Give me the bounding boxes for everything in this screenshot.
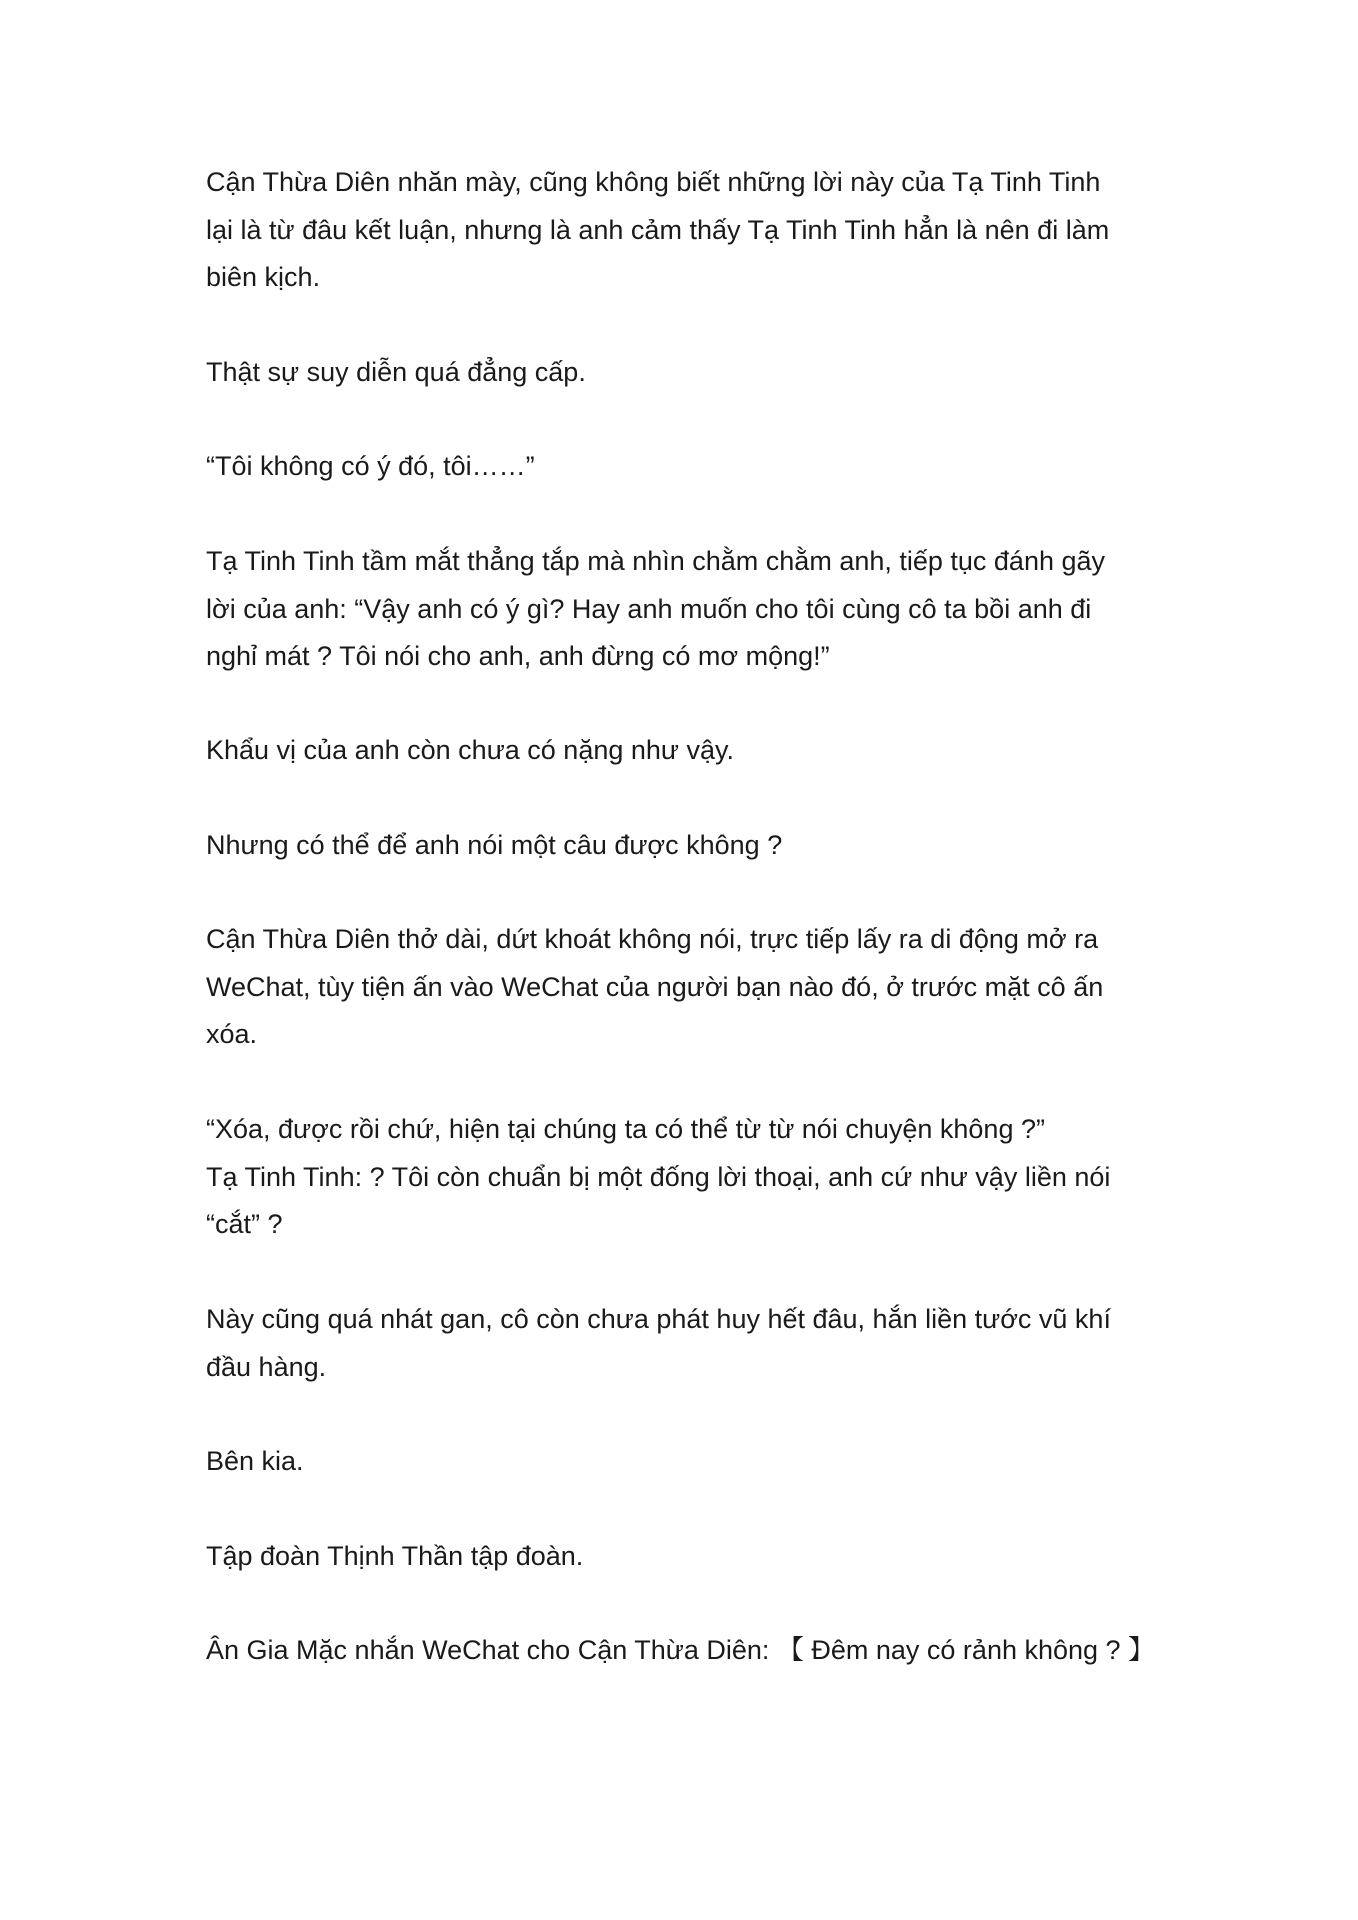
text-line: Ân Gia Mặc nhắn WeChat cho Cận Thừa Diên: 【 Đêm nay có rảnh không ? 】 <box>206 1635 1156 1665</box>
paragraph-9 <box>206 1296 1206 1391</box>
text-line: “Tôi không có ý đó, tôi……” <box>206 451 535 481</box>
text-line: Tạ Tinh Tinh tầm mắt thẳng tắp mà nhìn chằm chằm anh, tiếp tục đánh gãy <box>206 546 1106 576</box>
text-line: Tập đoàn Thịnh Thần tập đoàn. <box>206 1541 584 1571</box>
paragraph-5 <box>206 727 1206 775</box>
text-line: Cận Thừa Diên nhăn mày, cũng không biết những lời này của Tạ Tinh Tinh <box>206 167 1101 197</box>
text-line: nghỉ mát ? Tôi nói cho anh, anh đừng có mơ mộng!” <box>206 641 830 671</box>
text-line: lại là từ đâu kết luận, nhưng là anh cảm thấy Tạ Tinh Tinh hẳn là nên đi làm <box>206 214 1110 245</box>
text-line: xóa. <box>206 1019 258 1049</box>
text-line: Bên kia. <box>206 1446 304 1476</box>
text-line: WeChat, tùy tiện ấn vào WeChat của người bạn nào đó, ở trước mặt cô ấn <box>206 971 1104 1002</box>
text-line: Nhưng có thể để anh nói một câu được không ? <box>206 830 783 860</box>
text-line: Thật sự suy diễn quá đẳng cấp. <box>206 357 586 387</box>
text-line: “cắt” ? <box>206 1209 283 1239</box>
text-line: Tạ Tinh Tinh: ? Tôi còn chuẩn bị một đống lời thoại, anh cứ như vậy liền nói <box>206 1161 1111 1192</box>
paragraph-3 <box>206 443 1206 491</box>
paragraph-8 <box>206 1106 1206 1249</box>
paragraph-2 <box>206 349 1206 397</box>
text-line: Cận Thừa Diên thở dài, dứt khoát không nói, trực tiếp lấy ra di động mở ra <box>206 924 1099 954</box>
text-line: Khẩu vị của anh còn chưa có nặng như vậy. <box>206 735 734 765</box>
text-line: biên kịch. <box>206 262 321 292</box>
paragraph-1 <box>206 159 1206 302</box>
paragraph-4 <box>206 538 1206 681</box>
text-line: “Xóa, được rồi chứ, hiện tại chúng ta có thể từ từ nói chuyện không ?” <box>206 1114 1045 1144</box>
text-line: lời của anh: “Vậy anh có ý gì? Hay anh muốn cho tôi cùng cô ta bồi anh đi <box>206 593 1092 624</box>
text-line: đầu hàng. <box>206 1351 327 1382</box>
paragraph-12 <box>206 1627 1206 1675</box>
paragraph-7 <box>206 916 1206 1059</box>
paragraph-6 <box>206 822 1206 870</box>
text-line: Này cũng quá nhát gan, cô còn chưa phát huy hết đâu, hắn liền tước vũ khí <box>206 1304 1111 1334</box>
paragraph-11 <box>206 1533 1206 1581</box>
paragraph-10 <box>206 1438 1206 1486</box>
